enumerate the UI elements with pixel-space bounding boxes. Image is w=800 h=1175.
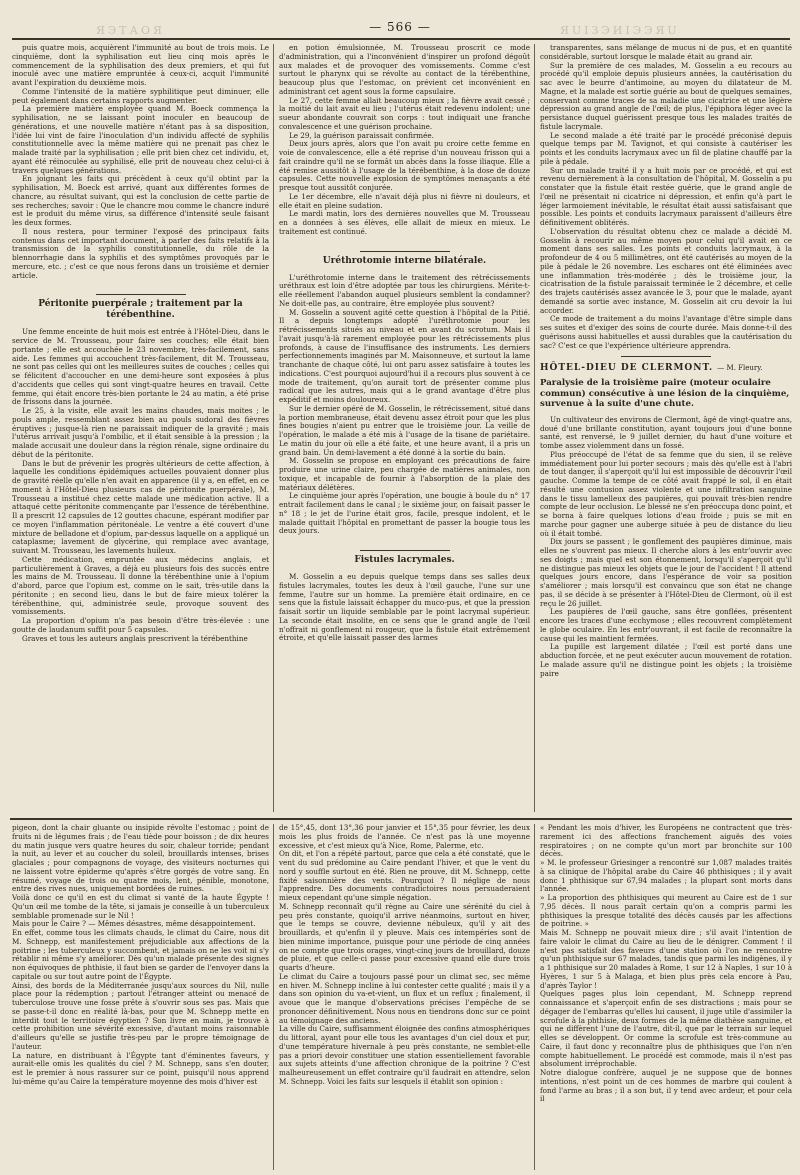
paragraph: Sur un malade traité il y a huit mois par ce procédé, et qui est revenu dernièrement à la consultation de l'hôpital, M. Gosselin a pu constater que la fistule était restée guérie, que le grand angle de l'œil ne présentait ni cicatrice ni dépression, et enfin qu'à part le léger larmoiement inévitable, le résultat était aussi satisfaisant que possible. Les points et conduits lacrymaux paraissent d'ailleurs être définitivement oblitérés. xyxy=(540,165,792,227)
feuilleton-rule xyxy=(10,818,792,820)
feuilleton-column-right: « Pendant les mois d'hiver, les Européens ne contractent que très-rarement ici des affections franchement aiguës des voies respiratoires ; on ne compte qu'un mort par bronchite sur 100 décès. » M. le professeur Griesinger a rencontré sur 1,087 malades traités à sa clinique de l'hôpital arabe du Caire 46 phthisiques ; il y avait donc 1 phthisique sur 67,94 malades ; la plupart sont morts dans l'année. » La proportion des phthisiques qui meurent au Caire est de 1 sur 7,95 décès. Il nous paraît certain qu'on a compris parmi les phthisiques la presque totalité des décès causés par les affections de poitrine. » Mais M. Schnepp ne pouvait mieux dire ; s'il avait l'intention de faire valoir le climat du Caire au lieu de le dénigrer. Comment ! il n'est pas satisfait des faveurs d'une station où l'on ne rencontre qu'un phthisique sur 67 malades, tandis que parmi les indigènes, il y a 1 phthisique sur 20 malades à Rome, 1 sur 12 à Naples, 1 sur 10 à Hyères, 1 sur 5 à Malaga, et bien plus près cela encore à Pau, d'après Taylor ! Quelques pages plus loin cependant, M. Schnepp reprend connaissance et s'aperçoit enfin de ses distractions ; mais pour se dégager de l'embarras qu'elles lui causent, il juge utile d'assimiler la scrofule à la phthisie, deux formes de la même diathèse sanguine, et qui ne diffèrent l'une de l'autre, dit-il, que par le terrain sur lequel elles se développent. Or comme la scrofule est très-commune au Caire, il faut donc y reconnaître plus de phthisiques que l'on n'en compte habituellement. Le procédé est commode, mais il n'est pas absolument irréprochable. Notre dialogue confrère, auquel je ne suppose que de bonnes intentions, n'est point un de ces hommes de marbre qui coulent à fond l'arme au bras ; il a son but, il y tend avec ardeur, et pour cela il xyxy=(540,824,792,1104)
column-divider xyxy=(273,824,274,1170)
paragraph: Ce mode de traitement a du moins l'avantage d'être simple dans ses suites et d'exiger des soins de courte durée. Mais donne-t-il des guérisons aussi habituelles et aussi durables que la cautérisation du sac? C'est ce que l'expérience ultérieure apprendra. xyxy=(540,314,792,350)
column-divider xyxy=(534,44,535,812)
section-heading-urethrotomie xyxy=(279,251,530,267)
show-through-text-right: ЯUIЗЭИIЭЭЯU xyxy=(560,24,680,37)
paragraph: Cette médication, empruntée aux médecins anglais, et particulièrement à Graves, a déjà eu plusieurs fois des succès entre les mains de M. Trousseau. Il donne la térébenthine unie à l'opium d'abord, parce que l'opium est, comme on le sait, très-utile dans la péritonite ; en second lieu, dans le but de faire mieux tolérer la térébenthine, qui, administrée seule, provoque souvent des vomissements. xyxy=(12,554,269,617)
paragraph: M. Gosselin a eu depuis quelque temps dans ses salles deux fistules lacrymales, toutes les deux à l'œil gauche, l'une sur une femme, l'autre sur un homme. La première était ordinaire, en ce sens que la fistule laissait échapper du muco-pus, et que la pression faisait sortir un liquide semblable par le point lacrymal supérieur. La seconde était insolite, en ce sens que le grand angle de l'œil n'offrait ni gonflement ni rougeur, que la fistule était extrêmement étroite, et qu'elle laissait passer des larmes xyxy=(279,572,530,643)
page-header xyxy=(0,0,800,42)
paragraph: Sur le dernier opéré de M. Gosselin, le rétrécissement, situé dans la portion membraneuse, était devenu assez étroit pour que les plus fines bougies n'aient pu entrer que le troisième jour. La veille de l'opération, le malade a été mis à l'usage de la tisane de pariétaire. Le matin du jour où elle a été faite, et une heure avant, il a pris un grand bain. Un demi-lavement a été donné à la sortie du bain. xyxy=(279,403,530,457)
paragraph: Le 25, à la visite, elle avait les mains chaudes, mais moites ; le pouls ample, ressemblant assez bien au pouls sudoral des fièvres éruptives ; jusque-là rien ne paraissait indiquer de la gravité ; mais l'utérus arrivait jusqu'à l'ombilic, et il était sensible à la pression ; la malade accusait une douleur dans la région rénale, signe ordinaire du début de la péritonite. xyxy=(12,406,269,459)
column-left xyxy=(12,44,269,812)
paragraph: Dix jours se passent ; le gonflement des paupières diminue, mais elles ne s'ouvrent pas mieux. Il cherche alors à les entr'ouvrir avec ses doigts ; mais quel est son étonnement, lorsqu'il s'aperçoit qu'il ne distingue pas mieux les objets que le jour de l'accident ! Il attend quelques jours encore, dans l'espérance de voir sa position s'améliorer ; mais lorsqu'il est convaincu que son état ne change pas, il se décide à se présenter à l'Hôtel-Dieu de Clermont, où il est reçu le 26 juillet. xyxy=(540,537,792,608)
column-right xyxy=(540,44,792,812)
paragraph: Il nous restera, pour terminer l'exposé des principaux faits contenus dans cet important document, à parler des faits relatifs à la transmission de la syphilis constitutionnelle, du rôle de la blennorrhagie dans la syphilis et des symptômes provoqués par le mercure, etc. ; c'est ce que nous ferons dans un troisième et dernier article. xyxy=(12,226,269,280)
paragraph: Deux jours après, alors que l'on avait pu croire cette femme en voie de convalescence, elle a été reprise d'un nouveau frisson qui a fait craindre qu'il ne se formât un abcès dans la fosse iliaque. Elle a été remise aussitôt à l'usage de la térébenthine, à la dose de douze capsules. Cette nouvelle explosion de symptômes menaçants a été presque tout aussitôt conjurée. xyxy=(279,139,530,192)
paragraph: M. Gosselin se propose en employant ces précautions de faire produire une urine claire, peu chargée de matières animales, non toxique, et incapable de fournir à l'absorption de la plaie des matériaux délétères. xyxy=(279,456,530,492)
paragraph: puis quatre mois, acquièrent l'immunité au bout de trois mois. Le cinquième, dont la syphilisation eut lieu cinq mois après le commencement de la syphilisation des deux premiers, et qui fut inoculé avec une matière empruntée à ceux-ci, acquit l'immunité avant l'expiration du deuxième mois. xyxy=(12,44,269,87)
section-heading-text: Péritonite puerpérale ; traitement par la térébenthine. xyxy=(38,299,243,321)
section-separator xyxy=(621,356,711,357)
paragraph: Comme l'intensité de la matière syphilitique peut diminuer, elle peut également dans certains rapports augmenter. xyxy=(12,86,269,105)
section-heading-fistules xyxy=(279,550,530,566)
paragraph: Le 1er décembre, elle n'avait déjà plus ni fièvre ni douleurs, et elle était en pleine sudation. xyxy=(279,191,530,210)
column-middle xyxy=(279,44,530,812)
paragraph: La première matière employée quand M. Boeck commença la syphilisation, ne se laissant point inoculer en beaucoup de générations, et une nouvelle matière n'étant pas à sa disposition, l'idée lui vint de faire l'inoculation d'un individu affecté de syphilis constitutionnelle avec la même matière qui ne prenait pas chez le malade traité par la syphilisation ; elle prit bien chez cet individu, et, ayant été réinoculée au syphilisé, elle prit de nouveau chez celui-ci à travers quelques générations. xyxy=(12,104,269,175)
paragraph: En joignant les faits qui précèdent à ceux qu'il obtint par la syphilisation, M. Boeck est arrivé, quant aux différentes formes de chancre, au résultat suivant, qui est la conclusion de cette partie de ses recherches; savoir : Que le chancre mou comme le chancre induré est le produit du même virus, sa différence d'intensité seule faisant les deux formes. xyxy=(12,174,269,227)
paragraph: Les paupières de l'œil gauche, sans être gonflées, présentent encore les traces d'une ecchymose ; elles recouvrent complètement le globe oculaire. En les entr'ouvrant, il est facile de reconnaître la cause qui les maintient fermées. xyxy=(540,607,792,643)
paragraph: transparentes, sans mélange de mucus ni de pus, et en quantité considérable, surtout lorsque le malade était au grand air. xyxy=(540,44,792,61)
paragraph: en potion émulsionnée, M. Trousseau proscrit ce mode d'administration, qui a l'inconvénient d'inspirer un profond dégoût aux malades et de provoquer des vomissements. Comme c'est surtout le pharynx qui se révolte au contact de la térébenthine, beaucoup plus que l'estomac, on prévient cet inconvénient en administrant cet agent sous la forme capsulaire. xyxy=(279,44,530,96)
paragraph: Une femme enceinte de huit mois est entrée à l'Hôtel-Dieu, dans le service de M. Trousseau, pour faire ses couches; elle était bien portante ; elle est accouchée le 23 novembre, très-facilement, sans aide. Les femmes qui accouchent très-facilement, dit M. Trousseau, ne sont pas celles qui ont les meilleures suites de couches ; celles qui se félicitent d'accoucher en une demi-heure sont exposées à plus d'accidents que celles qui sont vingt-quatre heures en travail. Cette femme, qui était encore très-bien portante le 24 au matin, a été prise de frissons dans la journée. xyxy=(12,327,269,407)
paragraph: Le mardi matin, lors des dernières nouvelles que M. Trousseau en a données à ses élèves, elle allait de mieux en mieux. Le traitement est continué. xyxy=(279,209,530,236)
heading-ornament xyxy=(360,550,450,551)
column-divider xyxy=(534,824,535,1170)
author-name: — M. Fleury. xyxy=(717,364,763,373)
heading-ornament xyxy=(360,251,450,252)
section-heading-hotel-dieu-clermont xyxy=(540,363,792,374)
show-through-text-left: ЯЭТАОЯ xyxy=(96,24,165,37)
section-heading-text: Uréthrotomie interne bilatérale. xyxy=(322,255,487,266)
paragraph: Sur la première de ces malades, M. Gosselin a eu recours au procédé qu'il emploie depuis plusieurs années, la cautérisation du sac avec le beurre d'antimoine, au moyen du dilatateur de M. Magne, et la malade est sortie guérie au bout de quelques semaines, conservant comme traces de sa maladie une cicatrice et une légère dépression au grand angle de l'œil; de plus, l'épiphora léger avec la persistance duquel guérissent presque tous les malades traités de fistule lacrymale. xyxy=(540,60,792,131)
feuilleton-column-left: pigeon, dont la chair gluante ou insipide révolte l'estomac ; point de fruits ni de légumes frais ; de l'eau tiède pour boisson ; de dix heures du matin jusque vers quatre heures du soir, chaleur torride; pendant la nuit, au lever et au coucher du soleil, brouillards intenses, brises glaciales ; pour compagnons de voyage, des visiteurs nocturnes qui ne laissent votre épiderme qu'après s'être gorgés de votre sang. En résumé, voyage de trois ou quatre mois, lent, pénible, monotone, entre des rives nues, uniquement bordées de ruines. Voilà donc ce qu'il en est du climat si vanté de la haute Égypte ! Qu'un œil me tombe de la tête, si jamais je conseille à un tuberculeux semblable promenade sur le Nil ! Mais pour le Caire ? — Mêmes désastres, même désappointement. En effet, comme tous les climats chauds, le climat du Caire, nous dit M. Schnepp, est manifestement préjudiciable aux affections de la poitrine ; les tuberculeux y succombent, et jamais on ne les voit ni s'y rétablir ni même s'y améliorer. Dès qu'un malade présente des signes non équivoques de phthisie, il faut bien se garder de l'envoyer dans la capitale ou sur tout autre point de l'Égypte. Ainsi, des bords de la Méditerranée jusqu'aux sources du Nil, nulle place pour la rédemption ; partout l'étranger atteint ou menacé de tuberculose trouve une fosse prête à s'ouvrir sous ses pas. Mais que se passe-t-il donc en réalité là-bas, pour que M. Schnepp mette en interdit tout le territoire égyptien ? Son livre en main, je trouve à cette prohibition une sévérité excessive, d'autant moins raisonnable d'ailleurs qu'elle se justifie très-peu par le propre témoignage de l'auteur. La nature, en distribuant à l'Égypte tant d'éminentes faveurs, y aurait-elle omis les qualités du ciel ? M. Schnepp, sans s'en douter, est le premier à nous rassurer sur ce point, puisqu'il nous apprend lui-même qu'au Caire la température moyenne des mois d'hiver est xyxy=(12,824,269,1086)
page-number: — 566 — xyxy=(369,20,431,34)
paragraph: M. Gosselin a souvent agité cette question à l'hôpital de la Pitié. Il a depuis longtemps adopté l'uréthrotomie pour les rétrécissements situés au niveau et en avant du scrotum. Mais il l'avait jusqu'à-là rarement employée pour les rétrécissements plus profonds, à cause de l'insuffisance des instruments. Les derniers perfectionnements imaginés par M. Maisonneuve, et surtout la lame tranchante de chaque côté, lui ont paru assez satisfaire à toutes les indications. C'est pourquoi aujourd'hui il a recours plus souvent à ce mode de traitement, qu'on aurait tort de présenter comme plus radical que les autres, mais qui a le grand avantage d'être plus expéditif et moins douloureux. xyxy=(279,307,530,404)
feuilleton-column-middle: de 15°,45, dont 13°,36 pour janvier et 15°,35 pour février, les deux mois les plus froids de l'année. Ce n'est pas là une moyenne excessive, et c'est mieux qu'à Nice, Rome, Palerme, etc. On dit, et l'on a répété partout, parce que cela a été constaté, que le vent du sud prédomine au Caire pendant l'hiver, et que le vent du nord y souffle surtout en été. Rien ne prouve, dit M. Schnepp, cette fixité saisonnière des vents. Pourquoi ? Il néglige de nous l'apprendre. Des documents contradictoires nous persuaderaient mieux cependant qu'une simple négation. M. Schnepp reconnaît qu'il règne au Caire une sérénité du ciel à peu près constante, quoiqu'il arrive néanmoins, surtout en hiver, que le temps se couvre, devienne nébuleux, qu'il y ait des brouillards, et qu'enfin il y pleuve. Mais ces intempéries sont de bien minime importance, puisque pour une période de cinq années on ne compte que trois orages, vingt-cinq jours de brouillard, douze de pluie, et que celle-ci passe pour excessive quand elle dure trois quarts d'heure. Le climat du Caire a toujours passé pour un climat sec, sec même en hiver. M. Schnepp incline à lui contester cette qualité ; mais il y a dans son opinion du va-et-vient, un flux et un reflux ; finalement, il avoue que le manque d'observations précises l'empêche de se prononcer définitivement. Nous nous en tiendrons donc sur ce point au témoignage des anciens. La ville du Caire, suffisamment éloignée des confins atmosphériques du littoral, ayant pour elle tous les avantages d'un ciel doux et pur, d'une température hivernale à peu près constante, ne semblet-elle pas a priori devoir constituer une station essentiellement favorable aux sujets atteints d'une affection chronique de la poitrine ? C'est malheureusement un effet contraire qu'il faudrait en attendre, selon M. Schnepp. Voici les faits sur lesquels il établit son opinion : xyxy=(279,824,530,1086)
paragraph: Plus préoccupé de l'état de sa femme que du sien, il se relève immédiatement pour lui porter secours ; mais dès qu'elle est à l'abri de tout danger, il s'aperçoit qu'il lui est impossible de découvrir l'œil gauche. Comme la tempe de ce côté avait frappé le sol, il en était résulté une contusion assez violente et une infiltration sanguine dans le tissu lamelleux des paupières, qui pouvait très-bien rendre compte de leur occlusion. Le blessé ne s'en préoccupa donc point, et se borna à faire quelques lotions d'eau froide ; puis se mit en marche pour gagner une auberge située à peu de distance du lieu où il était tombé. xyxy=(540,449,792,538)
section-heading-text: Fistules lacrymales. xyxy=(354,555,455,565)
paragraph: La proportion d'opium n'a pas besoin d'être très-élevée : une goutte de laudanum suffit pour 5 capsules. xyxy=(12,616,269,634)
case-title: Paralysie de la troisième paire (moteur oculaire commun) consécutive à une lésion de la cinquième, survenue à la suite d'une chute. xyxy=(540,378,790,410)
paragraph: Le cinquième jour après l'opération, une bougie à boule du n° 17 entrait facilement dans le canal ; le sixième jour, on faisait passer le n° 18 ; le jet de l'urine était gros, facile, presque indolent, et le malade quittait l'hôpital en promettant de passer la bougie tous les deux jours. xyxy=(279,491,530,536)
paragraph: L'uréthrotomie interne dans le traitement des rétrécissements uréthraux est loin d'être adoptée par tous les chirurgiens. Mérite-t-elle réellement l'abandon auquel plusieurs semblent la condamner? Ne doit-elle pas, au contraire, être employée plus souvent? xyxy=(279,272,530,308)
hospital-name: HÔTEL-DIEU DE CLERMONT. xyxy=(540,363,714,374)
paragraph: Dans le but de prévenir les progrès ultérieurs de cette affection, à laquelle les conditions épidémiques actuelles pouvaient donner plus de gravité réelle qu'elle n'en avait en apparence (il y a, en effet, en ce moment à l'Hôtel-Dieu plusieurs cas de péritonite puerpérale), M. Trousseau a institué chez cette malade une médication active. Il a attaqué cette péritonite commençante par l'essence de térébenthine. Il a prescrit 12 capsules de 12 gouttes chacune, espérant modifier par ce moyen l'inflammation péritonéale. Le ventre a été couvert d'une mixture de belladone et d'opium, par-dessus laquelle on a appliqué un cataplasme; lavement de glycérine, qui remplace avec avantage, suivant M. Trousseau, les lavements huileux. xyxy=(12,458,269,555)
column-divider xyxy=(273,44,274,812)
paragraph: Un cultivateur des environs de Clermont, âgé de vingt-quatre ans, doué d'une brillante constitution, ayant toujours joui d'une bonne santé, est renversé, le 9 juillet dernier, du haut d'une voiture et tombe assez violemment dans un fossé. xyxy=(540,414,792,450)
section-heading-peritonite xyxy=(12,294,269,321)
paragraph: L'observation du résultat obtenu chez ce malade a décidé M. Gosselin à recourir au même moyen pour celui qu'il avait en ce moment dans ses salles. Les points et conduits lacrymaux, à la profondeur de 4 ou 5 millimètres, ont été cautérisés au moyen de la pile à pédale le 26 novembre. Les eschares ont été éliminées avec une inflammation très-modérée ; dès le troisième jour, la cicatrisation de la fistule paraissait terminée le 2 décembre, et celle des trajets cautérisés assez avancée le 3, pour que le malade, ayant demandé sa sortie avec instance, M. Gosselin ait cru devoir la lui accorder. xyxy=(540,226,792,315)
paragraph: La pupille est largement dilatée ; l'œil est porté dans une abduction forcée, et ne peut exécuter aucun mouvement de rotation. Le malade assure qu'il ne distingue point les objets ; la troisième paire xyxy=(540,642,792,678)
paragraph: Le 27, cette femme allait beaucoup mieux ; la fièvre avait cessé ; la moitié du lait avait eu lieu ; l'utérus était redevenu indolent; une sueur abondante couvrait son corps : tout indiquait une franche convalescence et une guérison prochaine. xyxy=(279,95,530,131)
heading-ornament xyxy=(96,294,186,295)
header-rule xyxy=(12,38,790,40)
paragraph: Le second malade a été traité par le procédé préconisé depuis quelque temps par M. Tavignot, et qui consiste à cautériser les points et les conduits lacrymaux avec un fil de platine chauffé par la pile à pédale. xyxy=(540,130,792,166)
paragraph: Le 29, la guérison paraissait confirmée. xyxy=(289,130,434,140)
paragraph: Graves et tous les auteurs anglais prescrivent la térébenthine xyxy=(22,633,248,643)
